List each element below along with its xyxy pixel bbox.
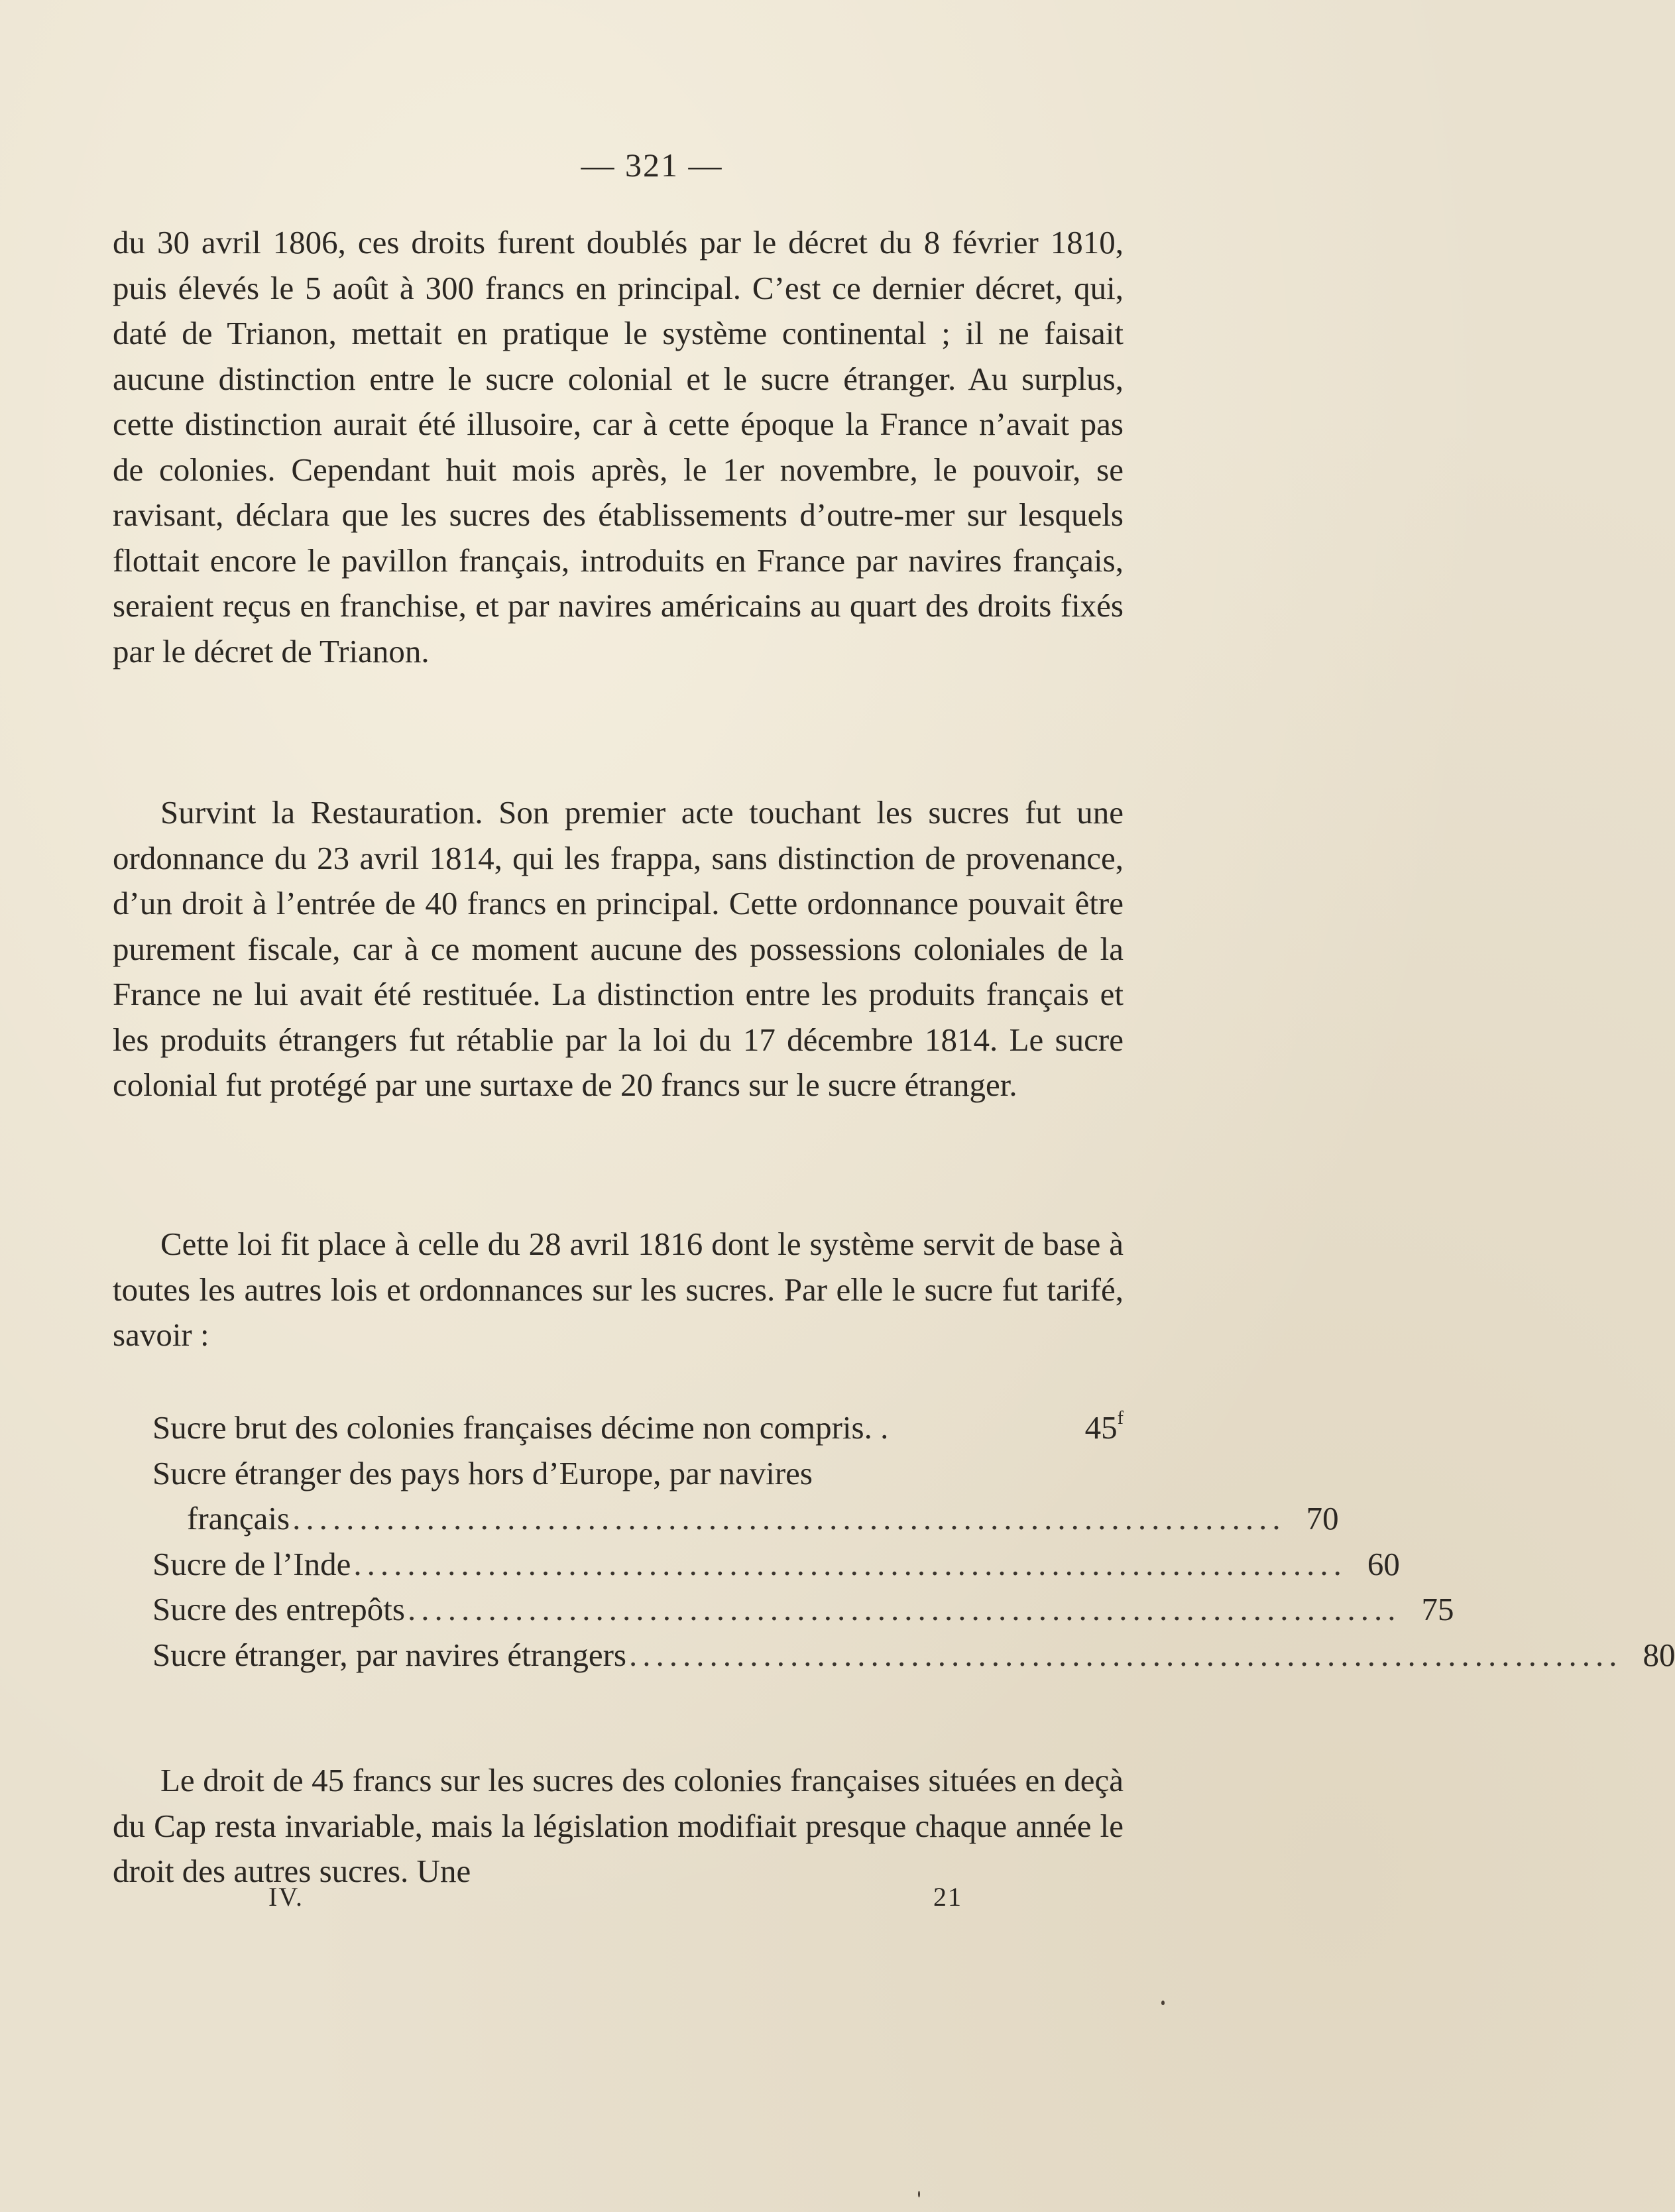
tariff-row-india bbox=[152, 1542, 1400, 1588]
tariff-row-foreign-french-ships bbox=[152, 1496, 1339, 1542]
signature-mark: IV. bbox=[268, 1882, 304, 1912]
tariff-value-number: 45 bbox=[1084, 1409, 1118, 1446]
dot-leader: .......................................................................... bbox=[353, 1545, 1347, 1582]
tariff-label: Sucre étranger des pays hors d’Europe, par navires bbox=[152, 1454, 813, 1491]
tariff-value: 75 bbox=[1421, 1591, 1454, 1627]
tariff-table bbox=[152, 1405, 1675, 1678]
tariff-value: 70 bbox=[1306, 1500, 1339, 1537]
tariff-label: Sucre de l’Inde bbox=[152, 1545, 351, 1582]
paper-speck bbox=[1161, 2001, 1165, 2005]
tariff-row-warehouses bbox=[152, 1587, 1454, 1633]
paragraph-3-text: Cette loi fit place à celle du 28 avril 1816 dont le système servit de base à toutes les autres lois et ordonnances sur les sucres. Par elle le sucre fut tarifé, savoir : bbox=[113, 1226, 1124, 1353]
tariff-value: 60 bbox=[1367, 1545, 1400, 1582]
tariff-label: Sucre étranger, par navires étrangers bbox=[152, 1636, 626, 1673]
paragraph-4 bbox=[113, 1758, 1124, 1894]
tariff-row-colonial bbox=[152, 1405, 1124, 1451]
paragraph-1-text: du 30 avril 1806, ces droits furent doublés par le décret du 8 février 1810, puis élevés le 5 août à 300 francs en principal. C’est ce dernier décret, qui, daté de Trianon, mettait en pratique le système continental ; il ne faisait aucune distinction entre le sucre colonial et le sucre étranger. Au surplus, cette distinction aurait été illusoire, car à cette époque la France n’avait pas de colonies. Cependant huit mois après, le 1er novembre, le pouvoir, se ravisant, déclara que les sucres des établissements d’outre-mer sur lesquels flottait encore le pavillon français, introduits en France par navires français, seraient reçus en franchise, et par navires américains au quart des droits fixés par le décret de Trianon. bbox=[113, 224, 1124, 669]
dot-leader: .......................................................................... bbox=[628, 1636, 1623, 1673]
dot-leader: .......................................................................... bbox=[292, 1500, 1286, 1537]
tariff-value bbox=[1077, 1405, 1124, 1451]
tariff-row-foreign-french-ships-line1 bbox=[152, 1451, 1124, 1497]
signature-number: 21 bbox=[933, 1882, 962, 1912]
page-number: — 321 — bbox=[581, 146, 723, 184]
tariff-value-unit: f bbox=[1117, 1408, 1124, 1428]
paper-speck bbox=[918, 2191, 920, 2197]
tariff-label: Sucre brut des colonies françaises décime non compris. . bbox=[152, 1409, 889, 1446]
paragraph-2-text: Survint la Restauration. Son premier acte touchant les sucres fut une ordonnance du 23 avril 1814, qui les frappa, sans distinction de provenance, d’un droit à l’entrée de 40 francs en principal. Cette ordonnance pouvait être purement fiscale, car à ce moment aucune des possessions coloniales de la France ne lui avait été restituée. La distinction entre les produits français et les produits étrangers fut rétablie par la loi du 17 décembre 1814. Le sucre colonial fut protégé par une surtaxe de 20 francs sur le sucre étranger. bbox=[113, 794, 1124, 1103]
tariff-value: 80 bbox=[1643, 1636, 1675, 1673]
dot-leader: .......................................................................... bbox=[408, 1591, 1401, 1627]
tariff-label: Sucre des entrepôts bbox=[152, 1591, 405, 1627]
tariff-row-foreign-foreign-ships bbox=[152, 1633, 1675, 1678]
paragraph-3 bbox=[113, 1222, 1124, 1358]
paragraph-4-text: Le droit de 45 francs sur les sucres des colonies françaises situées en deçà du Cap resta invariable, mais la législation modifiait presque chaque année le droit des autres sucres. Une bbox=[113, 1762, 1124, 1889]
tariff-label: français bbox=[187, 1500, 290, 1537]
paragraph-2 bbox=[113, 790, 1124, 1108]
paragraph-1 bbox=[113, 220, 1124, 674]
